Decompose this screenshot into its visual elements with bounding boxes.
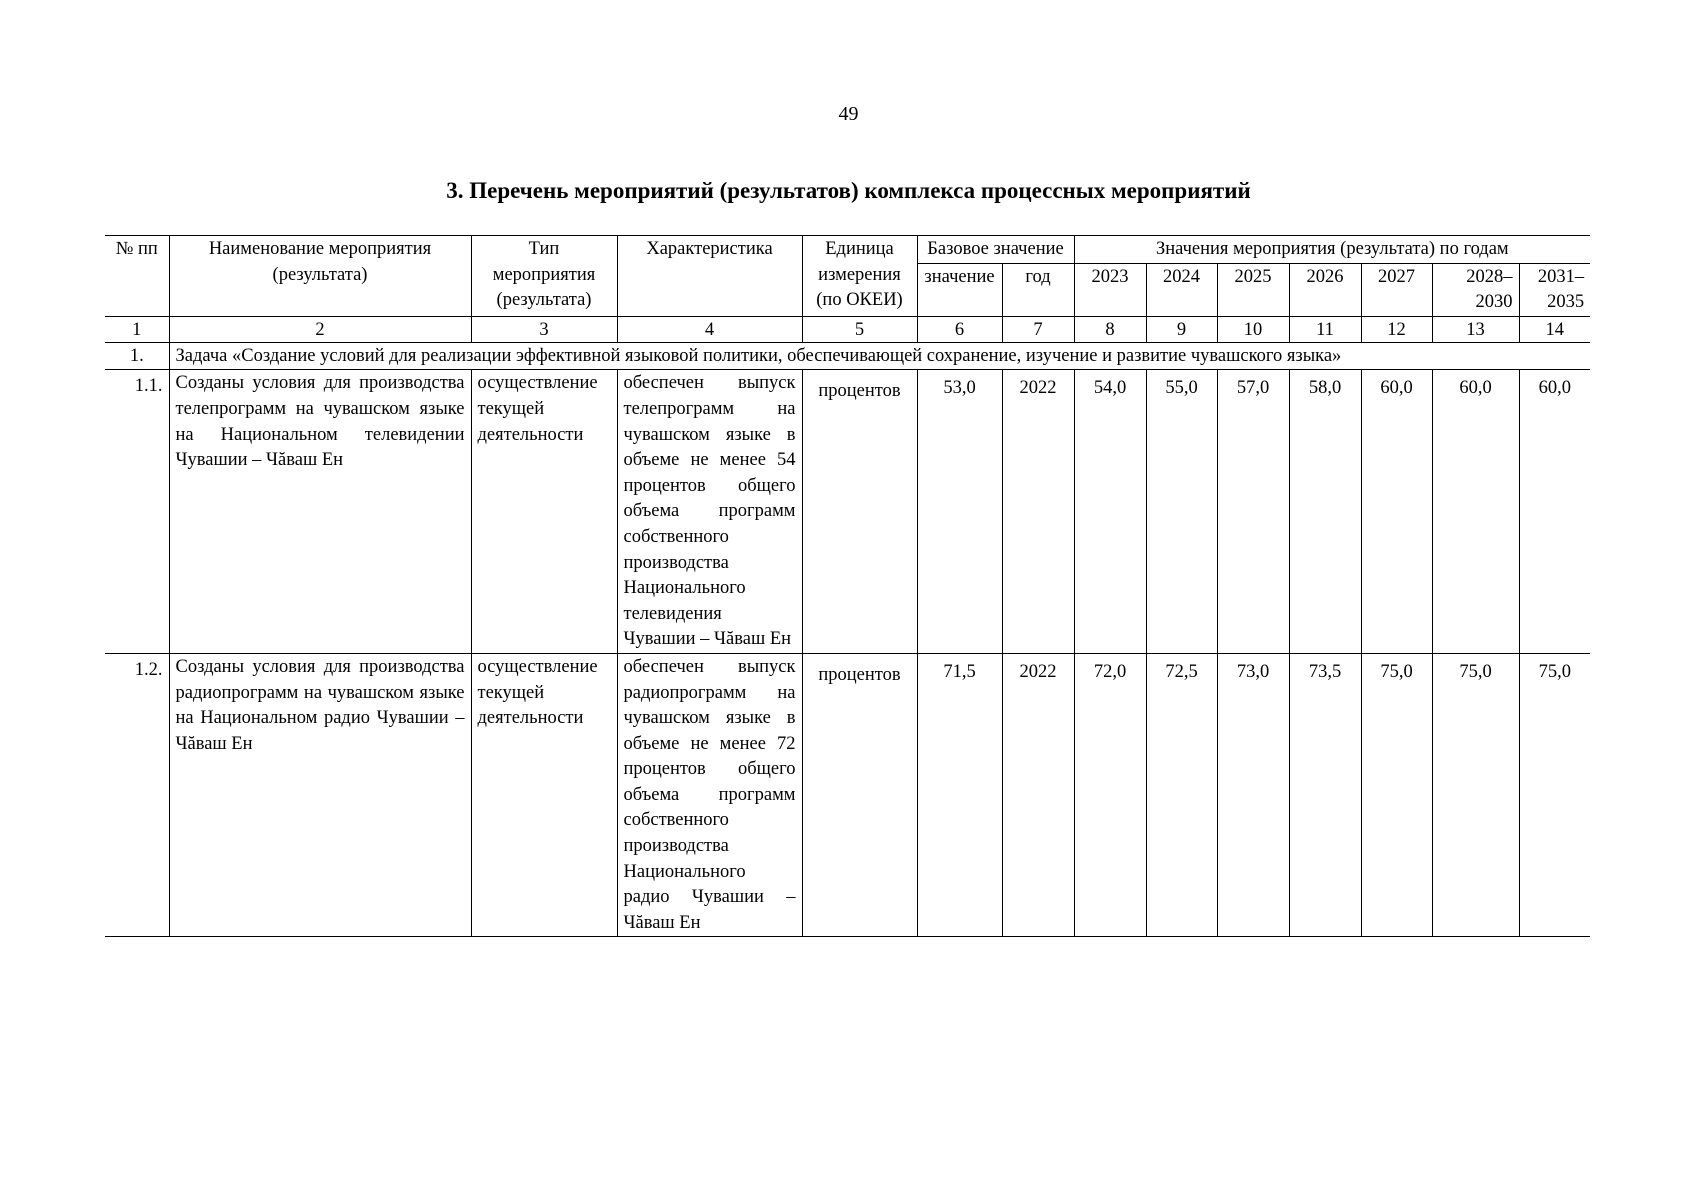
col-header-year: 2024: [1146, 263, 1217, 316]
col-header-year: 2023: [1074, 263, 1146, 316]
column-number: 4: [617, 316, 802, 342]
measures-table: [105, 235, 1590, 937]
col-header-type: Тип мероприятия (результата): [471, 236, 617, 317]
year-value: 72,5: [1146, 653, 1217, 937]
col-header-unit: Единица измерения (по ОКЕИ): [802, 236, 917, 317]
base-year: 2022: [1002, 653, 1074, 937]
year-value: 60,0: [1432, 370, 1519, 654]
column-number: 7: [1002, 316, 1074, 342]
measure-unit: процентов: [802, 653, 917, 937]
task-number: 1.: [105, 342, 169, 370]
base-value: 53,0: [917, 370, 1002, 654]
measure-unit: процентов: [802, 370, 917, 654]
column-number: 9: [1146, 316, 1217, 342]
table-row: [105, 653, 1590, 937]
measure-type: осуществление текущей деятельности: [471, 653, 617, 937]
col-header-year: 2031–2035: [1519, 263, 1590, 316]
measure-type: осуществление текущей деятельности: [471, 370, 617, 654]
year-value: 73,0: [1217, 653, 1289, 937]
year-value: 73,5: [1289, 653, 1361, 937]
measure-characteristic: обеспечен выпуск радиопрограмм на чувашском языке в объеме не менее 72 процентов общего объема программ собственного производства Национального радио Чувашии – Чăваш Ен: [617, 653, 802, 937]
column-number: 13: [1432, 316, 1519, 342]
year-value: 58,0: [1289, 370, 1361, 654]
col-header-characteristic: Характеристика: [617, 236, 802, 317]
column-number: 14: [1519, 316, 1590, 342]
column-number: 3: [471, 316, 617, 342]
row-number: 1.1.: [105, 370, 169, 654]
measure-characteristic: обеспечен выпуск телепрограмм на чувашском языке в объеме не менее 54 процентов общего объема программ собственного производства Национального телевидения Чувашии – Чăваш Ен: [617, 370, 802, 654]
document-title: 3. Перечень мероприятий (результатов) комплекса процессных мероприятий: [446, 178, 1251, 203]
col-header-no: № пп: [105, 236, 169, 317]
year-value: 57,0: [1217, 370, 1289, 654]
column-number: 1: [105, 316, 169, 342]
column-number: 6: [917, 316, 1002, 342]
base-value: 71,5: [917, 653, 1002, 937]
measure-name: Созданы условия для производства радиопрограмм на чувашском языке на Национальном радио Чувашии – Чăваш Ен: [169, 653, 471, 937]
row-number: 1.2.: [105, 653, 169, 937]
year-value: 72,0: [1074, 653, 1146, 937]
column-number: 2: [169, 316, 471, 342]
year-value: 54,0: [1074, 370, 1146, 654]
col-header-base-year: год: [1002, 263, 1074, 316]
column-number: 12: [1361, 316, 1432, 342]
col-header-base-value: значение: [917, 263, 1002, 316]
col-header-year: 2026: [1289, 263, 1361, 316]
page-number: 49: [838, 103, 859, 125]
year-value: 60,0: [1519, 370, 1590, 654]
measure-name: Созданы условия для производства телепрограмм на чувашском языке на Национальном телевидении Чувашии – Чăваш Ен: [169, 370, 471, 654]
header-row: [105, 236, 1590, 264]
col-header-values-by-year: Значения мероприятия (результата) по годам: [1074, 236, 1590, 264]
year-value: 75,0: [1519, 653, 1590, 937]
col-header-name: Наименование мероприятия (результата): [169, 236, 471, 317]
col-header-year: 2025: [1217, 263, 1289, 316]
task-row: [105, 342, 1590, 370]
year-value: 55,0: [1146, 370, 1217, 654]
col-header-base: Базовое значение: [917, 236, 1074, 264]
column-number: 10: [1217, 316, 1289, 342]
column-number: 8: [1074, 316, 1146, 342]
column-number: 5: [802, 316, 917, 342]
column-number: 11: [1289, 316, 1361, 342]
year-value: 60,0: [1361, 370, 1432, 654]
year-value: 75,0: [1432, 653, 1519, 937]
task-text: Задача «Создание условий для реализации эффективной языковой политики, обеспечивающей сохранение, изучение и развитие чувашского языка»: [169, 342, 1590, 370]
year-value: 75,0: [1361, 653, 1432, 937]
column-number-row: [105, 316, 1590, 342]
col-header-year: 2028–2030: [1432, 263, 1519, 316]
col-header-year: 2027: [1361, 263, 1432, 316]
base-year: 2022: [1002, 370, 1074, 654]
table-row: [105, 370, 1590, 654]
